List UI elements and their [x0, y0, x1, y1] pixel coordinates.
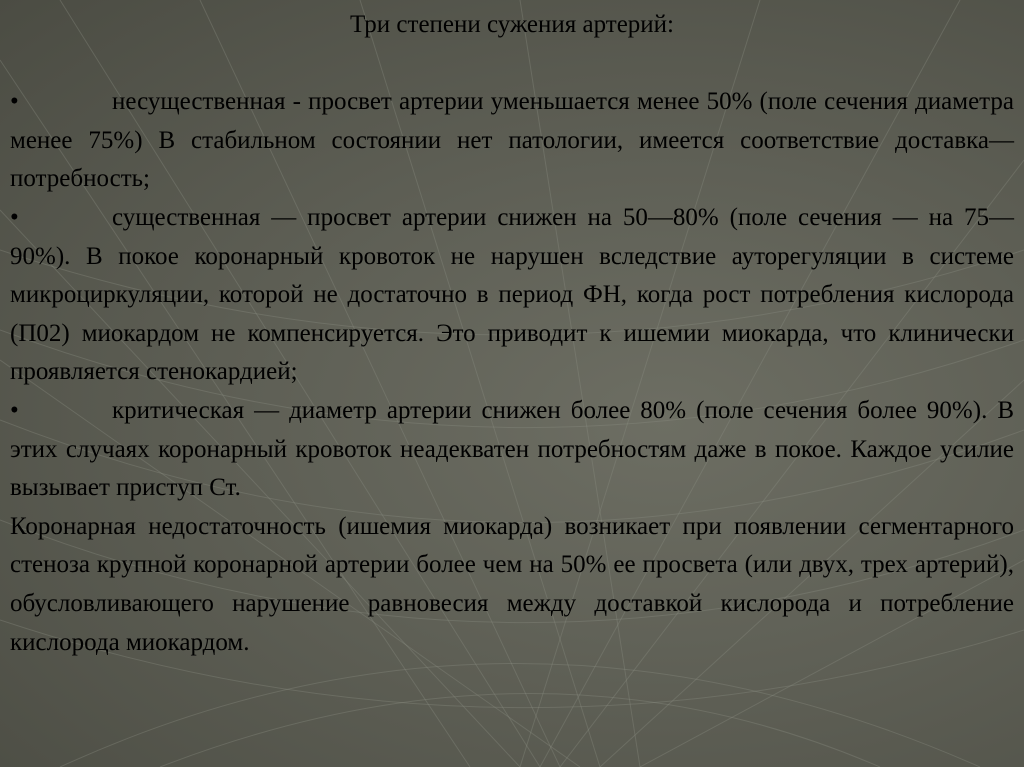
bullet-item-3	[10, 392, 1014, 508]
bullet-item-2	[10, 199, 1014, 392]
slide-title: Три степени сужения артерий:	[349, 11, 675, 38]
bullet-mark: •	[10, 88, 19, 116]
slide-content	[10, 6, 1014, 662]
bullet-text: несущественная - просвет артерии уменьшается менее 50% (поле сечения диаметра менее 75%) В стабильном состоянии нет патологии, имеется соответствие доставка—потребность;	[10, 88, 1014, 193]
bullet-mark: •	[10, 203, 19, 231]
bullet-text: существенная — просвет артерии снижен на 50—80% (поле сечения — на 75—90%). В покое коронарный кровоток не нарушен вследствие ауторегуляции в системе микроциркуляции, которой не достаточно в период ФН, когда рост потребления кислорода (П02) миокардом не компенсируется. Это приводит к ишемии миокарда, что клинически проявляется стенокардией;	[10, 203, 1014, 386]
bullet-text: критическая — диаметр артерии снижен более 80% (поле сечения более 90%). В этих случаях коронарный кровоток неадекватен потребностям даже в покое. Каждое усилие вызывает приступ Ст.	[10, 396, 1014, 502]
bullet-mark: •	[10, 396, 19, 424]
summary-paragraph: Коронарная недостаточность (ишемия миокарда) возникает при появлении сегментарного стеноза крупной коронарной артерии более чем на 50% ее просвета (или двух, трех артерий), обусловливающего нарушение равновесия между доставкой кислорода и потребление кислорода миокардом.	[10, 512, 1014, 656]
bullet-item-1	[10, 83, 1014, 199]
title-spacer	[10, 45, 1014, 84]
